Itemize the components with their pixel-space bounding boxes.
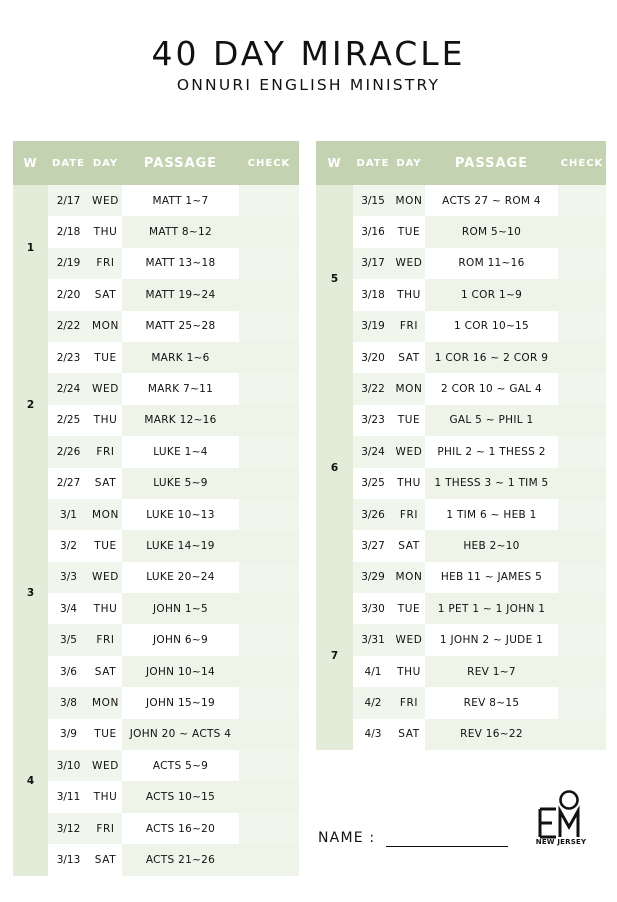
week-number: 3 bbox=[13, 499, 48, 687]
header-date: DATE bbox=[353, 141, 393, 185]
check-cell[interactable] bbox=[239, 656, 299, 687]
table-row bbox=[13, 781, 299, 812]
header-week: W bbox=[316, 141, 353, 185]
check-cell[interactable] bbox=[239, 687, 299, 718]
date-cell: 3/9 bbox=[48, 719, 89, 750]
table-row bbox=[316, 562, 606, 593]
check-cell[interactable] bbox=[558, 436, 606, 467]
passage-cell: MATT 19~24 bbox=[122, 279, 239, 310]
date-cell: 3/23 bbox=[353, 405, 393, 436]
day-cell: SAT bbox=[89, 279, 122, 310]
day-cell: WED bbox=[89, 750, 122, 781]
check-cell[interactable] bbox=[239, 719, 299, 750]
table-row bbox=[316, 373, 606, 404]
table-row bbox=[13, 468, 299, 499]
date-cell: 3/25 bbox=[353, 468, 393, 499]
day-cell: WED bbox=[393, 624, 425, 655]
passage-cell: PHIL 2 ~ 1 THESS 2 bbox=[425, 436, 558, 467]
passage-cell: REV 16~22 bbox=[425, 719, 558, 750]
passage-cell: ACTS 21~26 bbox=[122, 844, 239, 875]
table-row bbox=[13, 719, 299, 750]
check-cell[interactable] bbox=[558, 279, 606, 310]
date-cell: 3/15 bbox=[353, 185, 393, 216]
check-cell[interactable] bbox=[239, 781, 299, 812]
date-cell: 2/27 bbox=[48, 468, 89, 499]
day-cell: WED bbox=[89, 373, 122, 404]
table-row bbox=[13, 373, 299, 404]
check-cell[interactable] bbox=[239, 373, 299, 404]
passage-cell: MATT 1~7 bbox=[122, 185, 239, 216]
day-cell: WED bbox=[393, 248, 425, 279]
check-cell[interactable] bbox=[239, 468, 299, 499]
table-header-row bbox=[316, 141, 606, 185]
check-cell[interactable] bbox=[558, 216, 606, 247]
table-row bbox=[316, 624, 606, 655]
day-cell: THU bbox=[393, 656, 425, 687]
passage-cell: MARK 7~11 bbox=[122, 373, 239, 404]
date-cell: 2/24 bbox=[48, 373, 89, 404]
check-cell[interactable] bbox=[558, 405, 606, 436]
check-cell[interactable] bbox=[239, 593, 299, 624]
passage-cell: ACTS 27 ~ ROM 4 bbox=[425, 185, 558, 216]
check-cell[interactable] bbox=[239, 248, 299, 279]
table-row bbox=[13, 436, 299, 467]
day-cell: FRI bbox=[89, 813, 122, 844]
date-cell: 2/22 bbox=[48, 311, 89, 342]
header-passage: PASSAGE bbox=[425, 141, 558, 185]
day-cell: THU bbox=[89, 405, 122, 436]
passage-cell: ACTS 5~9 bbox=[122, 750, 239, 781]
check-cell[interactable] bbox=[558, 342, 606, 373]
header-check: CHECK bbox=[239, 141, 299, 185]
check-cell[interactable] bbox=[239, 405, 299, 436]
passage-cell: JOHN 1~5 bbox=[122, 593, 239, 624]
table-row bbox=[316, 499, 606, 530]
check-cell[interactable] bbox=[558, 468, 606, 499]
table-row bbox=[13, 311, 299, 342]
week-number: 5 bbox=[316, 185, 353, 373]
check-cell[interactable] bbox=[558, 687, 606, 718]
passage-cell: JOHN 10~14 bbox=[122, 656, 239, 687]
week-number: 4 bbox=[13, 687, 48, 875]
passage-cell: HEB 2~10 bbox=[425, 530, 558, 561]
date-cell: 3/3 bbox=[48, 562, 89, 593]
passage-cell: 1 PET 1 ~ 1 JOHN 1 bbox=[425, 593, 558, 624]
day-cell: FRI bbox=[89, 624, 122, 655]
day-cell: TUE bbox=[89, 342, 122, 373]
table-row bbox=[316, 342, 606, 373]
date-cell: 4/1 bbox=[353, 656, 393, 687]
day-cell: TUE bbox=[89, 530, 122, 561]
table-row bbox=[13, 656, 299, 687]
day-cell: THU bbox=[393, 468, 425, 499]
date-cell: 3/19 bbox=[353, 311, 393, 342]
date-cell: 3/13 bbox=[48, 844, 89, 875]
passage-cell: MARK 1~6 bbox=[122, 342, 239, 373]
day-cell: THU bbox=[393, 279, 425, 310]
page-title: 40 DAY MIRACLE bbox=[151, 34, 466, 73]
date-cell: 3/4 bbox=[48, 593, 89, 624]
date-cell: 3/20 bbox=[353, 342, 393, 373]
week-number: 1 bbox=[13, 185, 48, 311]
day-cell: TUE bbox=[89, 719, 122, 750]
table-row bbox=[316, 185, 606, 216]
date-cell: 3/26 bbox=[353, 499, 393, 530]
passage-cell: MATT 8~12 bbox=[122, 216, 239, 247]
passage-cell: LUKE 5~9 bbox=[122, 468, 239, 499]
day-cell: FRI bbox=[89, 436, 122, 467]
day-cell: FRI bbox=[89, 248, 122, 279]
date-cell: 3/31 bbox=[353, 624, 393, 655]
check-cell[interactable] bbox=[239, 813, 299, 844]
table-row bbox=[316, 436, 606, 467]
name-label: NAME : bbox=[318, 830, 376, 846]
check-cell[interactable] bbox=[239, 624, 299, 655]
day-cell: SAT bbox=[393, 342, 425, 373]
day-cell: WED bbox=[89, 562, 122, 593]
date-cell: 3/5 bbox=[48, 624, 89, 655]
day-cell: THU bbox=[89, 781, 122, 812]
date-cell: 2/19 bbox=[48, 248, 89, 279]
week-number: 7 bbox=[316, 562, 353, 750]
day-cell: SAT bbox=[89, 656, 122, 687]
table-row bbox=[13, 687, 299, 718]
date-cell: 3/16 bbox=[353, 216, 393, 247]
passage-cell: JOHN 20 ~ ACTS 4 bbox=[122, 719, 239, 750]
table-row bbox=[13, 499, 299, 530]
logo-text: NEW JERSEY bbox=[535, 838, 587, 846]
date-cell: 3/1 bbox=[48, 499, 89, 530]
check-cell[interactable] bbox=[239, 562, 299, 593]
table-row bbox=[13, 562, 299, 593]
table-row bbox=[316, 311, 606, 342]
header-date: DATE bbox=[48, 141, 89, 185]
date-cell: 2/23 bbox=[48, 342, 89, 373]
table-row bbox=[13, 185, 299, 216]
check-cell[interactable] bbox=[239, 216, 299, 247]
name-input-line[interactable] bbox=[386, 846, 508, 847]
header-week: W bbox=[13, 141, 48, 185]
check-cell[interactable] bbox=[558, 311, 606, 342]
passage-cell: 1 COR 16 ~ 2 COR 9 bbox=[425, 342, 558, 373]
day-cell: THU bbox=[89, 593, 122, 624]
day-cell: WED bbox=[393, 436, 425, 467]
date-cell: 3/24 bbox=[353, 436, 393, 467]
day-cell: MON bbox=[89, 499, 122, 530]
check-cell[interactable] bbox=[558, 530, 606, 561]
check-cell[interactable] bbox=[239, 750, 299, 781]
passage-cell: ROM 11~16 bbox=[425, 248, 558, 279]
table-row bbox=[316, 719, 606, 750]
header-check: CHECK bbox=[558, 141, 606, 185]
table-row bbox=[13, 279, 299, 310]
check-cell[interactable] bbox=[239, 530, 299, 561]
date-cell: 2/26 bbox=[48, 436, 89, 467]
check-cell[interactable] bbox=[239, 844, 299, 875]
passage-cell: REV 8~15 bbox=[425, 687, 558, 718]
table-row bbox=[13, 248, 299, 279]
table-row bbox=[13, 624, 299, 655]
check-cell[interactable] bbox=[558, 593, 606, 624]
table-row bbox=[316, 593, 606, 624]
check-cell[interactable] bbox=[239, 185, 299, 216]
passage-cell: MATT 25~28 bbox=[122, 311, 239, 342]
header-day: DAY bbox=[89, 141, 122, 185]
passage-cell: 1 THESS 3 ~ 1 TIM 5 bbox=[425, 468, 558, 499]
table-row bbox=[316, 405, 606, 436]
header-day: DAY bbox=[393, 141, 425, 185]
page-subtitle: ONNURI ENGLISH MINISTRY bbox=[176, 76, 441, 94]
day-cell: SAT bbox=[89, 844, 122, 875]
table-row bbox=[316, 216, 606, 247]
passage-cell: ACTS 16~20 bbox=[122, 813, 239, 844]
date-cell: 3/6 bbox=[48, 656, 89, 687]
check-cell[interactable] bbox=[558, 248, 606, 279]
passage-cell: 1 TIM 6 ~ HEB 1 bbox=[425, 499, 558, 530]
table-row bbox=[13, 405, 299, 436]
day-cell: TUE bbox=[393, 405, 425, 436]
passage-cell: 1 COR 10~15 bbox=[425, 311, 558, 342]
header-passage: PASSAGE bbox=[122, 141, 239, 185]
date-cell: 3/2 bbox=[48, 530, 89, 561]
date-cell: 2/18 bbox=[48, 216, 89, 247]
date-cell: 4/2 bbox=[353, 687, 393, 718]
check-cell[interactable] bbox=[239, 279, 299, 310]
table-header-row bbox=[13, 141, 299, 185]
passage-cell: GAL 5 ~ PHIL 1 bbox=[425, 405, 558, 436]
date-cell: 3/22 bbox=[353, 373, 393, 404]
table-row bbox=[13, 342, 299, 373]
passage-cell: ACTS 10~15 bbox=[122, 781, 239, 812]
passage-cell: HEB 11 ~ JAMES 5 bbox=[425, 562, 558, 593]
day-cell: MON bbox=[393, 373, 425, 404]
check-cell[interactable] bbox=[558, 656, 606, 687]
table-row bbox=[316, 279, 606, 310]
check-cell[interactable] bbox=[239, 499, 299, 530]
check-cell[interactable] bbox=[558, 185, 606, 216]
passage-cell: 2 COR 10 ~ GAL 4 bbox=[425, 373, 558, 404]
date-cell: 3/10 bbox=[48, 750, 89, 781]
table-row bbox=[316, 468, 606, 499]
day-cell: FRI bbox=[393, 311, 425, 342]
table-row bbox=[13, 813, 299, 844]
date-cell: 2/20 bbox=[48, 279, 89, 310]
day-cell: SAT bbox=[393, 530, 425, 561]
date-cell: 3/27 bbox=[353, 530, 393, 561]
day-cell: FRI bbox=[393, 687, 425, 718]
passage-cell: ROM 5~10 bbox=[425, 216, 558, 247]
check-cell[interactable] bbox=[558, 499, 606, 530]
day-cell: TUE bbox=[393, 216, 425, 247]
table-row bbox=[316, 530, 606, 561]
date-cell: 3/29 bbox=[353, 562, 393, 593]
check-cell[interactable] bbox=[558, 624, 606, 655]
day-cell: FRI bbox=[393, 499, 425, 530]
table-row bbox=[316, 656, 606, 687]
date-cell: 2/17 bbox=[48, 185, 89, 216]
table-row bbox=[316, 687, 606, 718]
date-cell: 3/30 bbox=[353, 593, 393, 624]
day-cell: SAT bbox=[89, 468, 122, 499]
passage-cell: LUKE 1~4 bbox=[122, 436, 239, 467]
schedule-table-left bbox=[13, 141, 299, 876]
table-row bbox=[13, 216, 299, 247]
day-cell: MON bbox=[393, 562, 425, 593]
table-row bbox=[13, 750, 299, 781]
passage-cell: JOHN 6~9 bbox=[122, 624, 239, 655]
day-cell: MON bbox=[89, 687, 122, 718]
table-row bbox=[13, 530, 299, 561]
check-cell[interactable] bbox=[558, 562, 606, 593]
day-cell: WED bbox=[89, 185, 122, 216]
table-row bbox=[316, 248, 606, 279]
passage-cell: LUKE 20~24 bbox=[122, 562, 239, 593]
table-row bbox=[13, 844, 299, 875]
check-cell[interactable] bbox=[558, 373, 606, 404]
check-cell[interactable] bbox=[239, 342, 299, 373]
check-cell[interactable] bbox=[239, 311, 299, 342]
day-cell: TUE bbox=[393, 593, 425, 624]
week-number: 2 bbox=[13, 311, 48, 499]
passage-cell: JOHN 15~19 bbox=[122, 687, 239, 718]
passage-cell: LUKE 10~13 bbox=[122, 499, 239, 530]
passage-cell: MATT 13~18 bbox=[122, 248, 239, 279]
check-cell[interactable] bbox=[558, 719, 606, 750]
date-cell: 4/3 bbox=[353, 719, 393, 750]
date-cell: 3/18 bbox=[353, 279, 393, 310]
passage-cell: LUKE 14~19 bbox=[122, 530, 239, 561]
date-cell: 2/25 bbox=[48, 405, 89, 436]
day-cell: SAT bbox=[393, 719, 425, 750]
week-number: 6 bbox=[316, 373, 353, 561]
table-row bbox=[13, 593, 299, 624]
passage-cell: 1 COR 1~9 bbox=[425, 279, 558, 310]
passage-cell: REV 1~7 bbox=[425, 656, 558, 687]
passage-cell: 1 JOHN 2 ~ JUDE 1 bbox=[425, 624, 558, 655]
schedule-table-right bbox=[316, 141, 606, 750]
date-cell: 3/11 bbox=[48, 781, 89, 812]
check-cell[interactable] bbox=[239, 436, 299, 467]
date-cell: 3/17 bbox=[353, 248, 393, 279]
day-cell: MON bbox=[89, 311, 122, 342]
date-cell: 3/12 bbox=[48, 813, 89, 844]
day-cell: THU bbox=[89, 216, 122, 247]
passage-cell: MARK 12~16 bbox=[122, 405, 239, 436]
date-cell: 3/8 bbox=[48, 687, 89, 718]
day-cell: MON bbox=[393, 185, 425, 216]
